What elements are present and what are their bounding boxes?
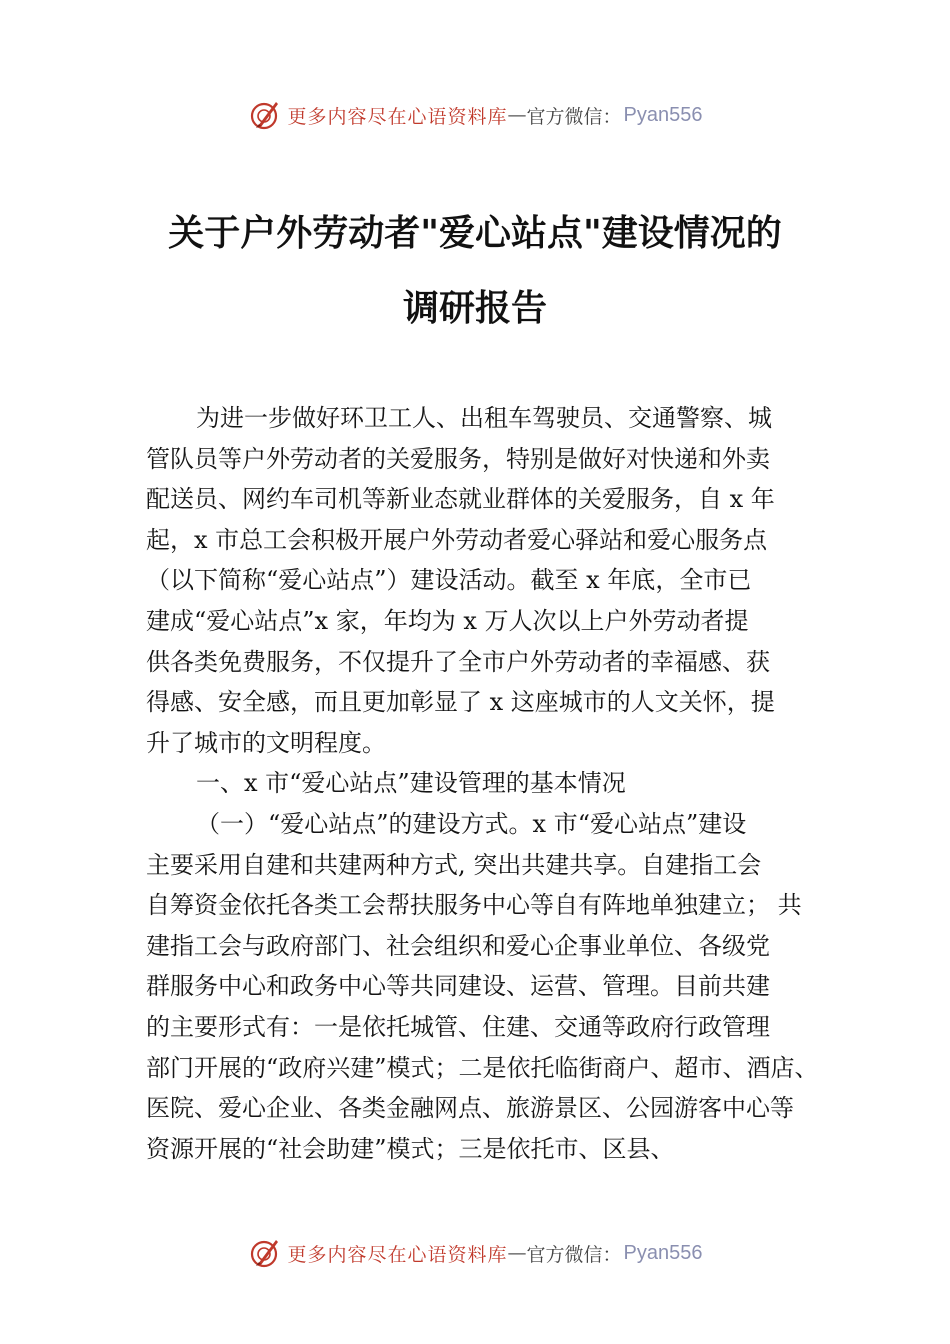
body-line: 为进一步做好环卫工人、出租车驾驶员、交通警察、城 xyxy=(196,404,772,432)
footer-watermark-banner xyxy=(0,1233,950,1273)
subsection-heading: （一）“爱心站点”的建设方式。x 市“爱心站点”建设 xyxy=(196,809,747,838)
section-heading: 一、x 市“爱心站点”建设管理的基本情况 xyxy=(196,769,626,798)
brand-text: 更多内容尽在心语资料库 xyxy=(287,105,508,128)
wechat-label: 官方微信： xyxy=(526,105,622,128)
body-line: 得感、安全感，而且更加彰显了 x 这座城市的人文关怀，提 xyxy=(146,688,775,717)
wechat-id: Pyan556 xyxy=(623,1241,703,1264)
brand-text: 更多内容尽在心语资料库 xyxy=(287,1243,508,1266)
body-line: 配送员、网约车司机等新业态就业群体的关爱服务，自 x 年 xyxy=(146,485,775,514)
body-line: 部门开展的“政府兴建”模式；二是依托临街商户、超市、酒店、 xyxy=(146,1053,819,1082)
separator-dash: — xyxy=(507,1242,527,1264)
separator-dash: — xyxy=(507,104,527,126)
body-line: 医院、爱心企业、各类金融网点、旅游景区、公园游客中心等 xyxy=(146,1094,794,1123)
body-line: 群服务中心和政务中心等共同建设、运营、管理。目前共建 xyxy=(146,972,770,1001)
document-body xyxy=(146,398,836,1169)
body-line: 建成“爱心站点”x 家，年均为 x 万人次以上户外劳动者提 xyxy=(146,606,749,635)
body-line: 的主要形式有：一是依托城管、住建、交通等政府行政管理 xyxy=(146,1012,770,1041)
quill-logo-icon xyxy=(248,98,282,132)
body-line: 主要采用自建和共建两种方式, 突出共建共享。自建指工会 xyxy=(146,850,762,879)
document-title-line-1: 关于户外劳动者"爱心站点"建设情况的 xyxy=(168,213,782,254)
body-line: 资源开展的“社会助建”模式；三是依托市、区县、 xyxy=(146,1134,675,1163)
body-line: 升了城市的文明程度。 xyxy=(146,728,386,757)
body-line: 管队员等户外劳动者的关爱服务，特别是做好对快递和外卖 xyxy=(146,444,770,473)
quill-logo-icon xyxy=(248,1236,282,1270)
body-line: （以下简称“爱心站点”）建设活动。截至 x 年底，全市已 xyxy=(146,566,752,595)
body-line: 建指工会与政府部门、社会组织和爱心企事业单位、各级党 xyxy=(146,931,770,960)
header-watermark-banner xyxy=(0,95,950,135)
body-line: 供各类免费服务，不仅提升了全市户外劳动者的幸福感、获 xyxy=(146,647,770,676)
wechat-id: Pyan556 xyxy=(623,103,703,126)
body-line: 起，x 市总工会积极开展户外劳动者爱心驿站和爱心服务点 xyxy=(146,525,768,554)
document-title-line-2: 调研报告 xyxy=(402,288,547,329)
body-line: 自筹资金依托各类工会帮扶服务中心等自有阵地单独建立； 共 xyxy=(146,891,802,920)
wechat-label: 官方微信： xyxy=(526,1243,622,1266)
